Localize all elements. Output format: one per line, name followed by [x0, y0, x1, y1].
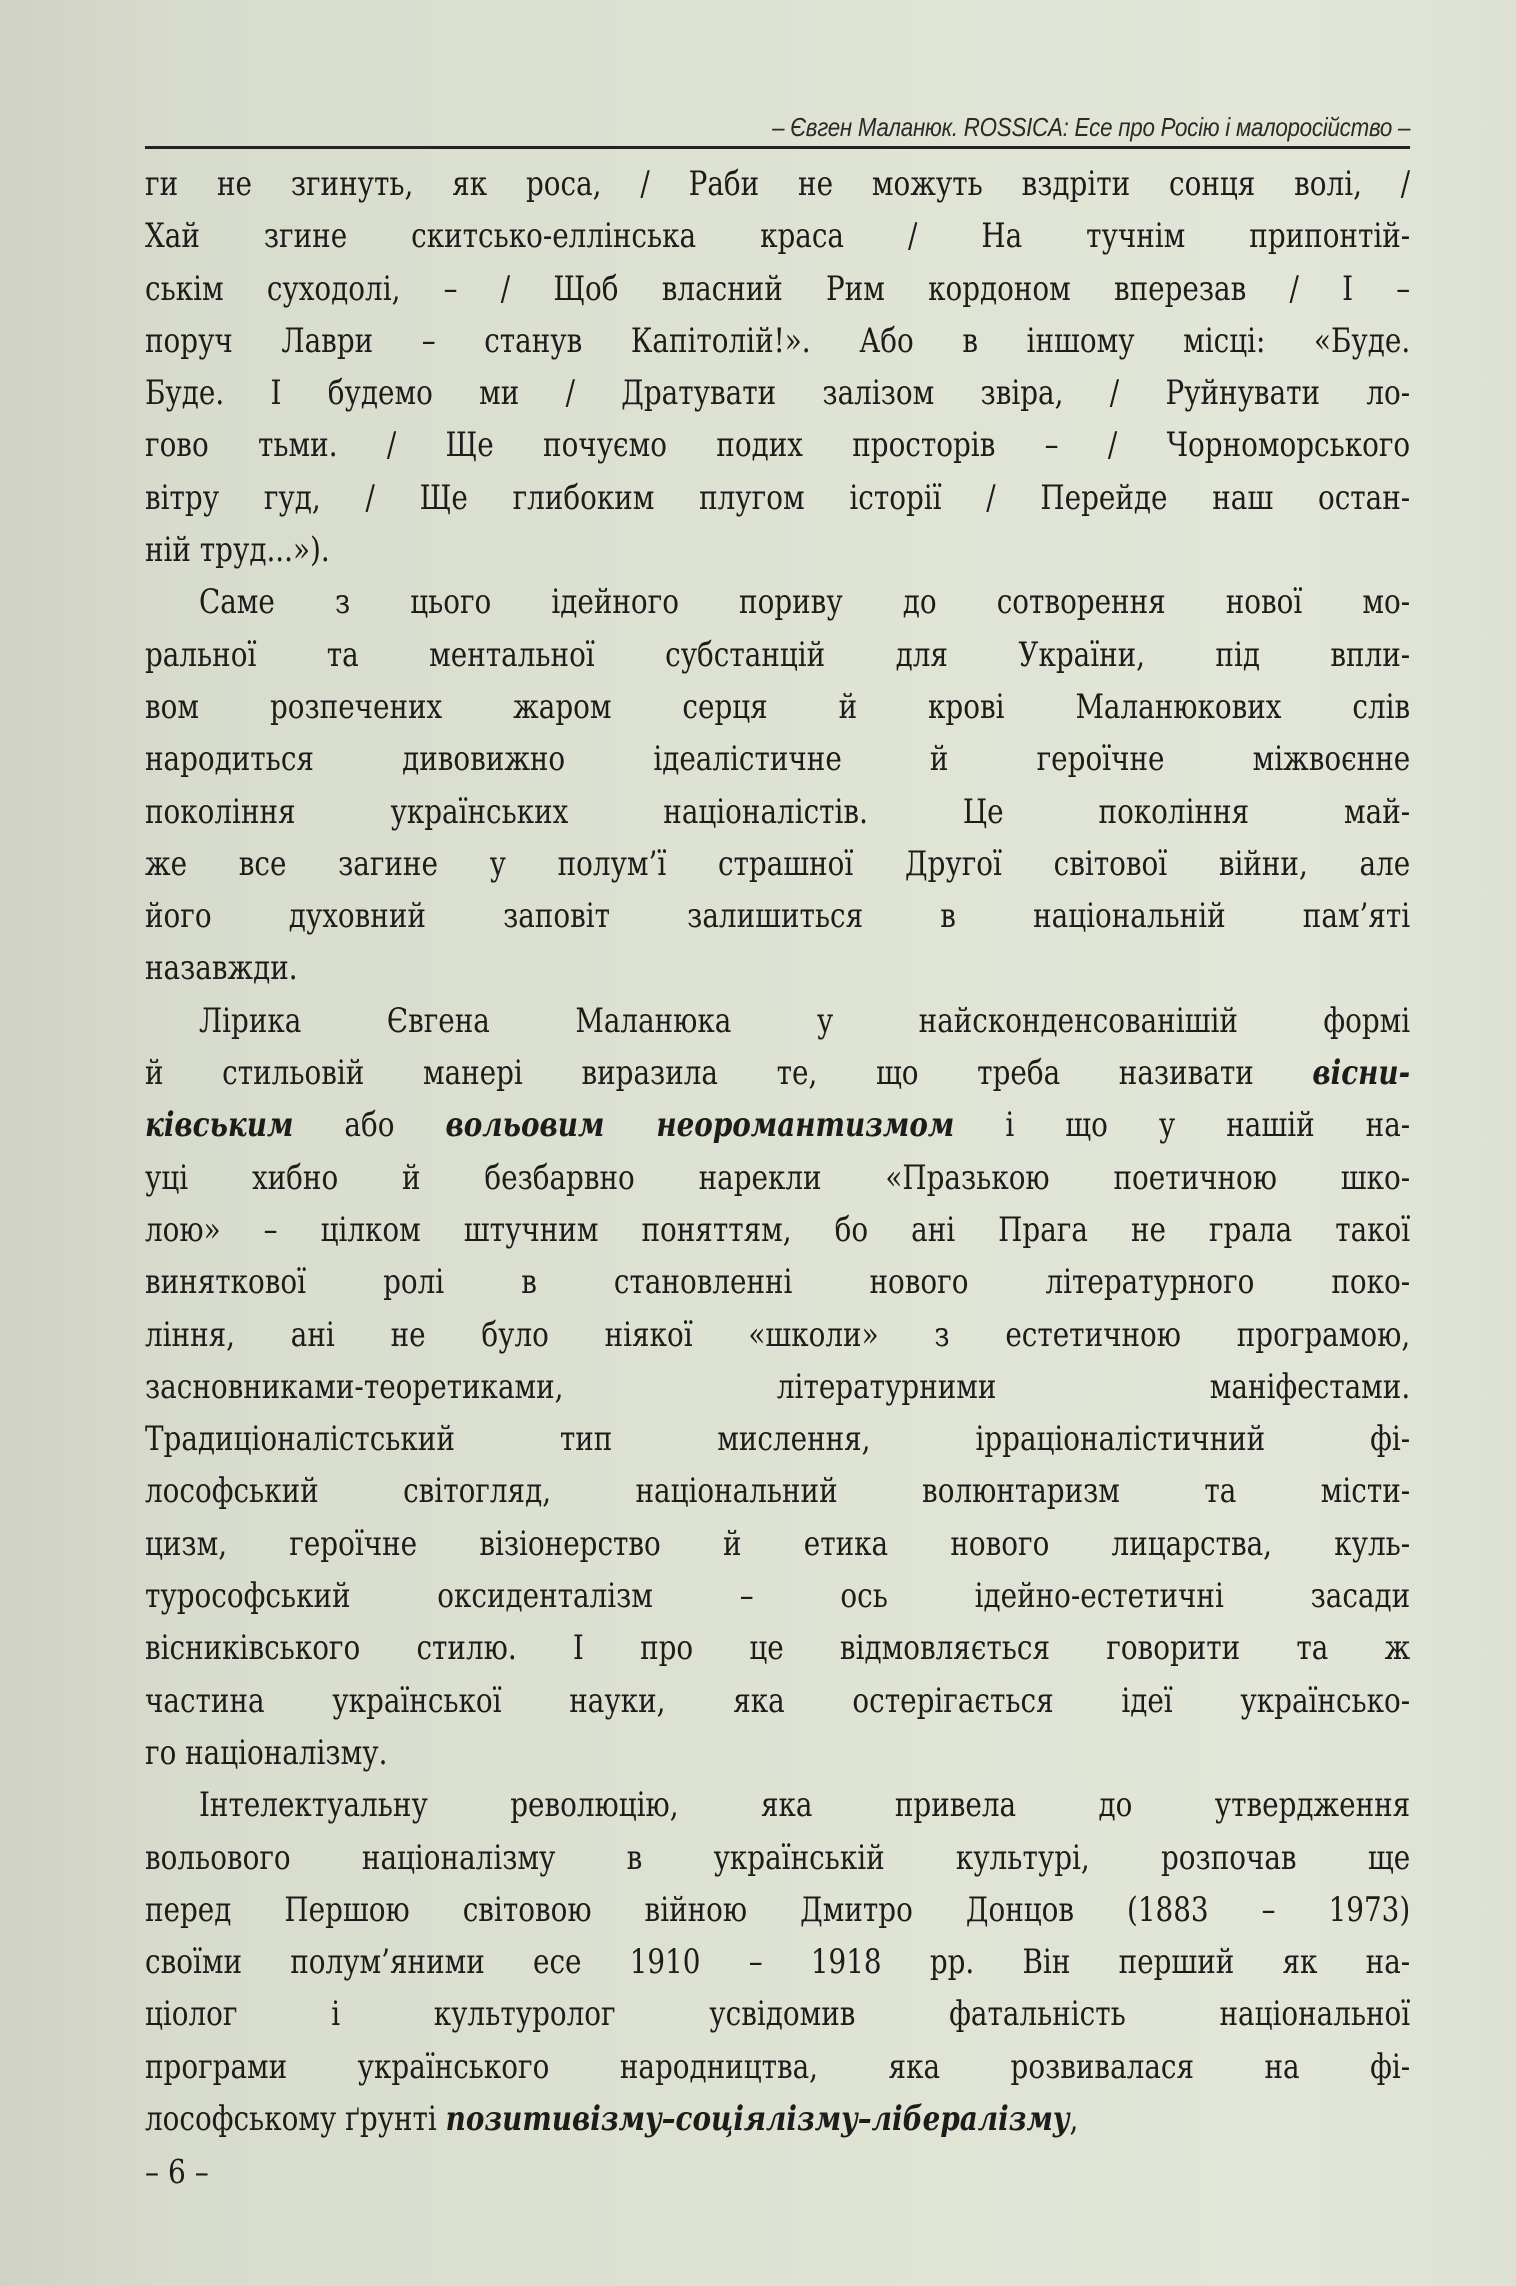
emphasized-term: вольовим неоромантизмом — [445, 1105, 955, 1145]
text-line: вом розпечених жаром серця й крові Маланюкових слів — [145, 686, 1411, 726]
text-line: поруч Лаври – станув Капітолій!». Або в іншому місці: «Буде. — [145, 320, 1411, 360]
text-line: народиться дивовижно ідеалістичне й героїчне міжвоєнне — [145, 739, 1411, 779]
text-line: перед Першою світовою війною Дмитро Донцов (1883 – 1973) — [145, 1889, 1411, 1929]
text-line: вітру гуд, / Ще глибоким плугом історії / Перейде наш остан- — [145, 477, 1411, 517]
text-line: програми українського народництва, яка розвивалася на фі- — [145, 2046, 1411, 2086]
book-page — [145, 112, 1410, 2145]
text-line: лософський світогляд, національний волюнтаризм та місти- — [145, 1471, 1411, 1511]
text-line: лою» – цілком штучним поняттям, бо ані Прага не грала такої — [145, 1209, 1411, 1249]
text-line: частина української науки, яка остерігається ідеї українсько- — [145, 1680, 1411, 1720]
text-line: й стильовій манері виразила те, що треба називати вісни- — [145, 1053, 1411, 1093]
emphasized-term: ківським — [145, 1105, 294, 1145]
emphasized-term: позитивізму–соціялізму–лібералізму — [445, 2098, 1070, 2138]
text-line: ги не згинуть, як роса, / Раби не можуть вздріти сонця волі, / — [145, 164, 1411, 203]
text-line: ськім суходолі, – / Щоб власний Рим кордоном вперезав / І – — [145, 268, 1411, 308]
text-line: покоління українських націоналістів. Це покоління май- — [145, 791, 1411, 831]
text-line: турософський оксиденталізм – ось ідейно-естетичні засади — [145, 1576, 1411, 1616]
text-line: Саме з цього ідейного пориву до сотворення нової мо- — [198, 582, 1411, 622]
paragraph — [145, 576, 1410, 994]
text-line: Хай згине скитсько-еллінська краса / На тучнім припонтій- — [145, 216, 1411, 256]
paragraph — [145, 995, 1410, 1779]
text-line: ління, ані не було ніякої «школи» з естетичною програмою, — [145, 1314, 1411, 1354]
text-line: гово тьми. / Ще почуємо подих просторів – / Чорноморського — [145, 425, 1411, 465]
text-line: цизм, героїчне візіонерство й етика нового лицарства, куль- — [145, 1523, 1411, 1563]
text-line: го націоналізму. — [145, 1732, 388, 1772]
emphasized-term: вісни- — [1312, 1053, 1411, 1093]
text-line: виняткової ролі в становленні нового літературного поко- — [145, 1262, 1411, 1302]
page-number: – 6 – — [145, 2152, 209, 2191]
text-line: ківським або вольовим неоромантизмом і що у нашій на- — [145, 1105, 1411, 1145]
running-head: – Євген Маланюк. ROSSICA: Есе про Росію і малоросійство – — [145, 112, 1410, 149]
text-line: Лірика Євгена Маланюка у найсконденсованішій формі — [198, 1000, 1411, 1040]
paragraph — [145, 1779, 1410, 2145]
text-line: Буде. І будемо ми / Дратувати залізом звіра, / Руйнувати ло- — [145, 373, 1411, 413]
body-text — [145, 158, 1410, 2145]
text-line: Традиціоналістський тип мислення, ірраціоналістичний фі- — [145, 1419, 1411, 1459]
text-line: лософському ґрунті позитивізму–соціялізму–лібералізму, — [145, 2098, 1079, 2138]
text-line: назавжди. — [145, 948, 298, 988]
text-line: його духовний заповіт залишиться в національній пам’яті — [145, 896, 1411, 936]
text-line: же все загине у полум’ї страшної Другої світової війни, але — [145, 843, 1411, 883]
text-line: уці хибно й безбарвно нарекли «Празькою поетичною шко- — [145, 1157, 1411, 1197]
text-line: ній труд...»). — [145, 530, 330, 570]
text-line: вольового націоналізму в українській культурі, розпочав ще — [145, 1837, 1411, 1877]
text-line: вісниківського стилю. І про це відмовляється говорити та ж — [145, 1628, 1411, 1668]
text-line: засновниками-теоретиками, літературними маніфестами. — [145, 1366, 1411, 1406]
paragraph — [145, 158, 1410, 576]
text-line: Інтелектуальну революцію, яка привела до утвердження — [198, 1785, 1411, 1825]
text-line: ціолог і культуролог усвідомив фатальність національної — [145, 1994, 1411, 2034]
text-line: своїми полум’яними есе 1910 – 1918 рр. Він перший як на- — [145, 1942, 1411, 1982]
text-line: ральної та ментальної субстанцій для України, під впли- — [145, 634, 1411, 674]
